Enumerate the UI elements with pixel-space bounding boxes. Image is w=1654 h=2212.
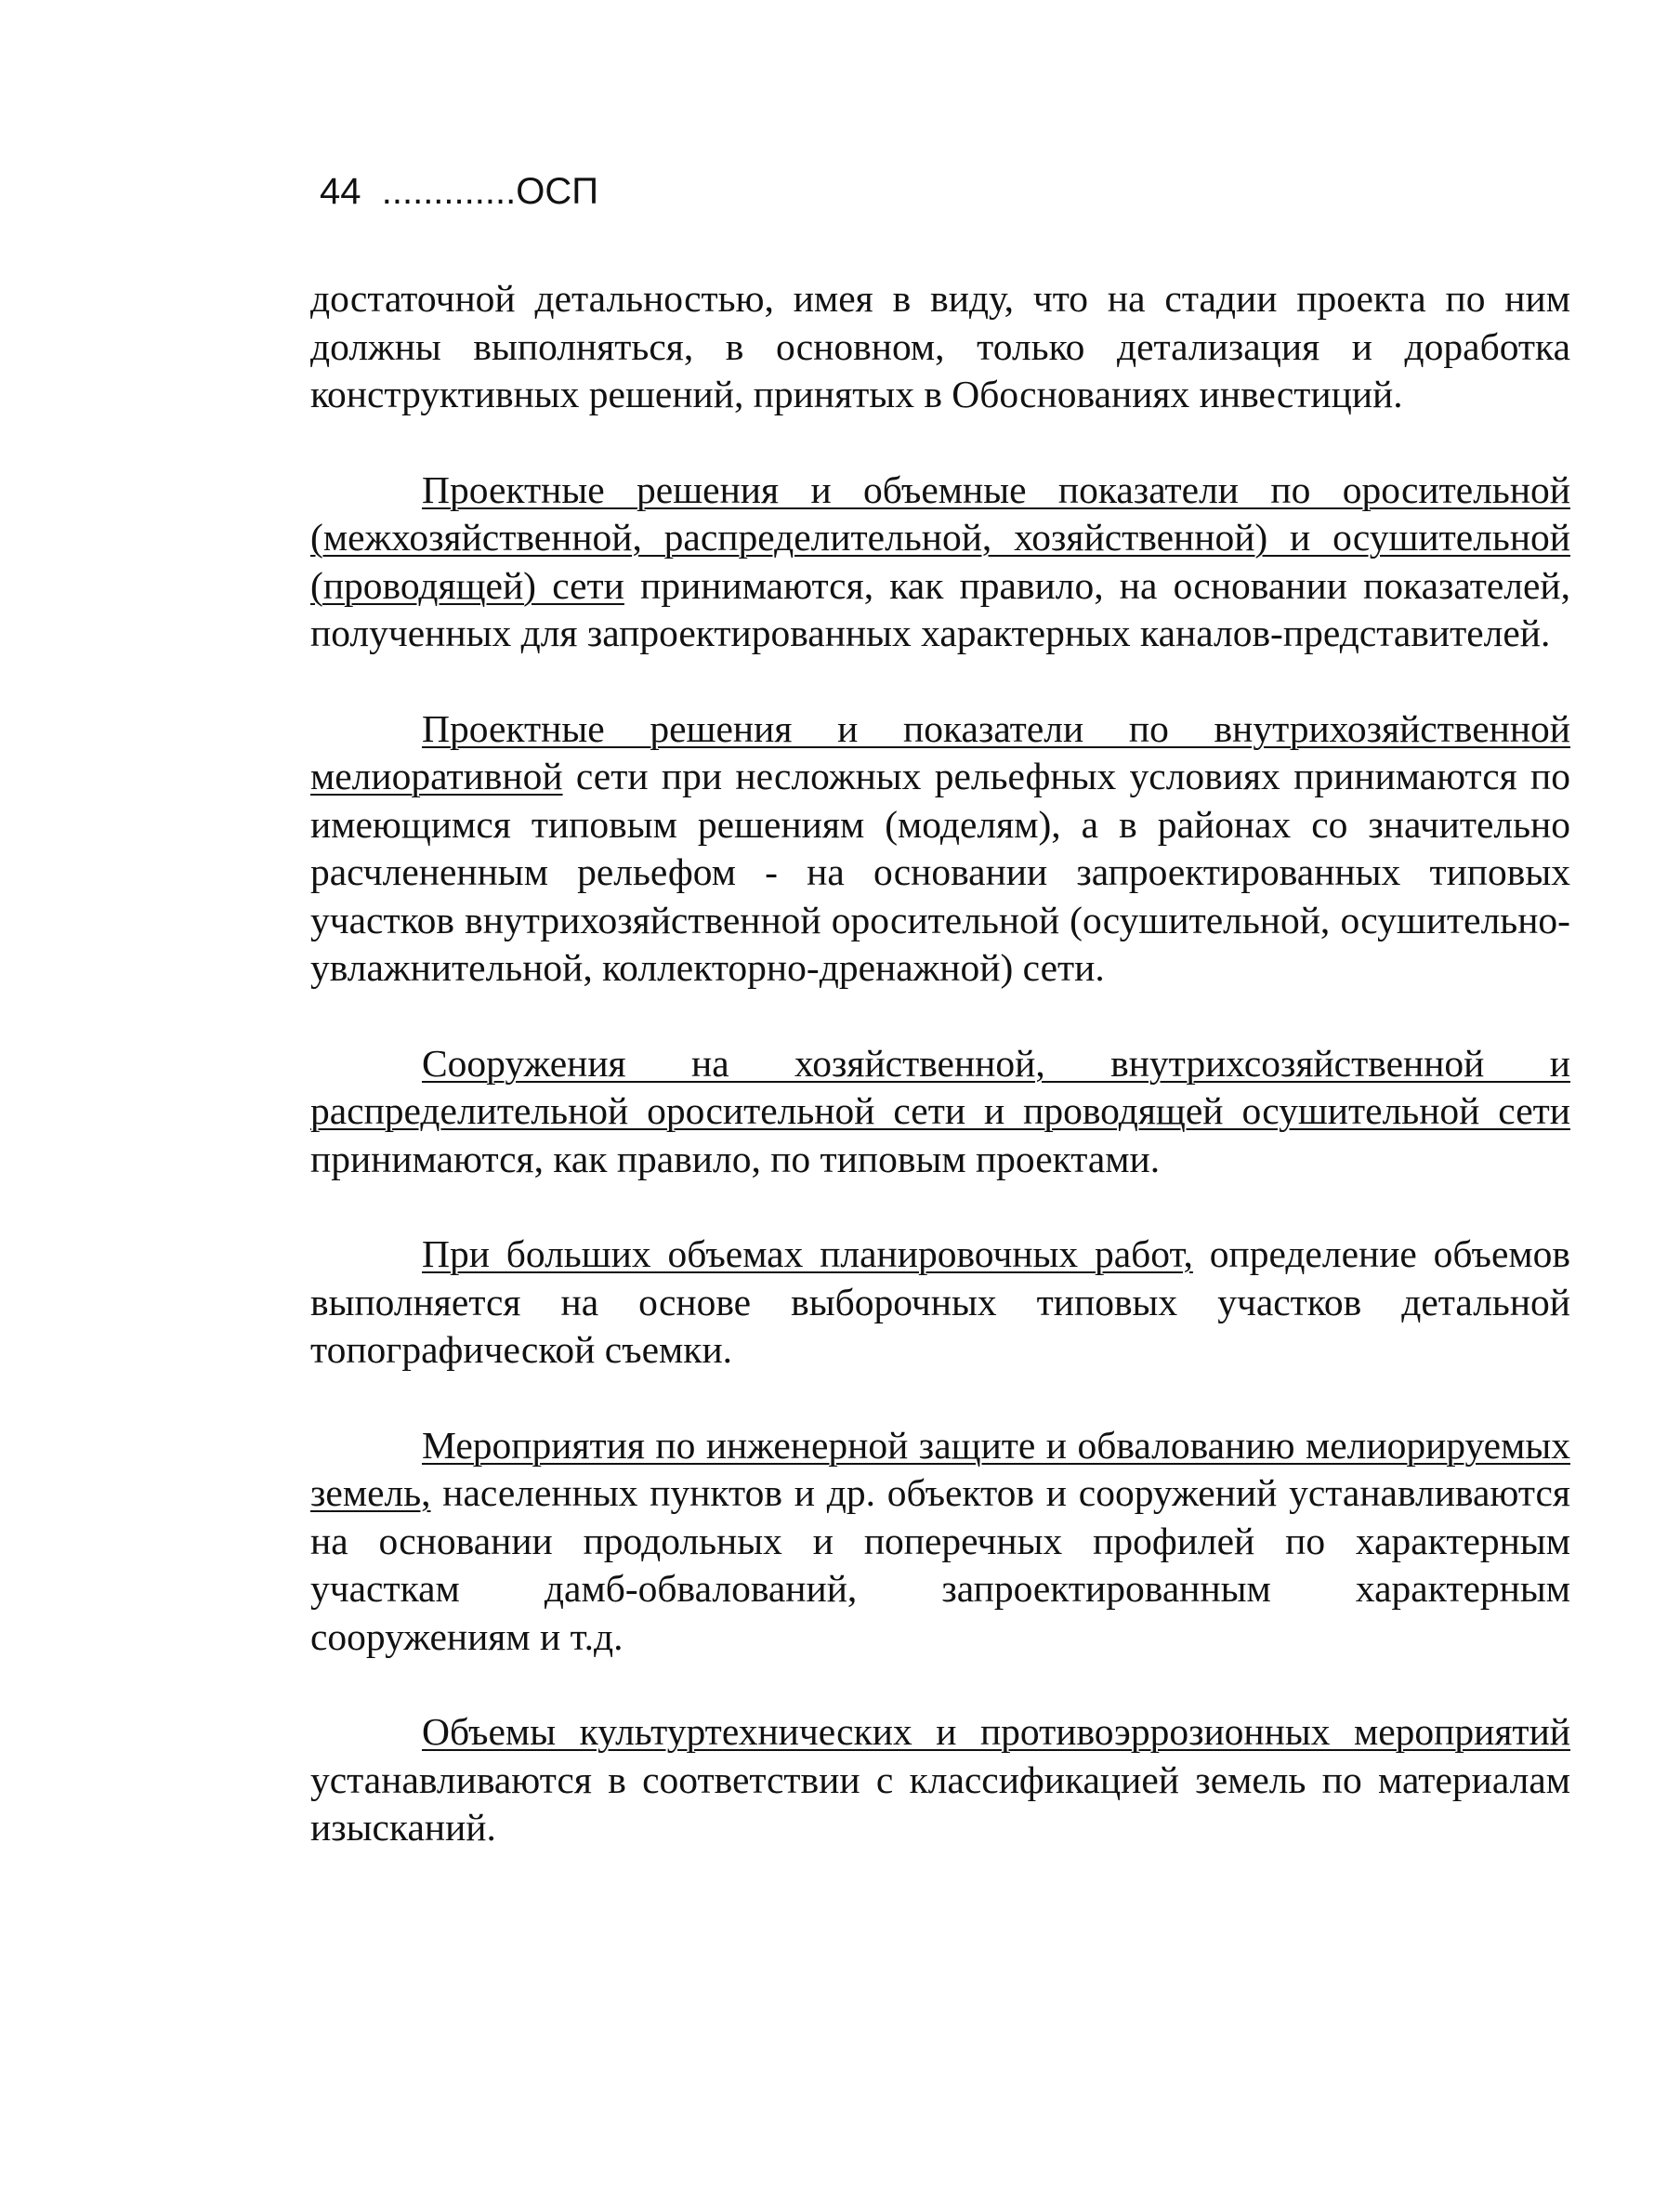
paragraph-text: устанавливаются в соответствии с классификацией земель по материалам изысканий. <box>310 1758 1570 1849</box>
paragraph-irrigation-network <box>310 467 1570 658</box>
paragraph-text: достаточной детальностью, имея в виду, что на стадии проекта по ним должны выполняться, в основном, только детализация и доработка конструктивных решений, принятых в Обоснованиях инвестиций. <box>310 277 1570 415</box>
paragraph-text: принимаются, как правило, на основании показателей, полученных для запроектированных характерных каналов-представителей. <box>310 563 1571 654</box>
paragraph-engineering-protection <box>310 1422 1570 1662</box>
paragraph-underlined-lead: Мероприятия по инженерной защите и обвалованию мелиорируемых земель, <box>310 1423 1570 1514</box>
paragraph-underlined-lead: Проектные решения и объемные показатели по оросительной (межхозяйственной, распределительной, хозяйственной) и осушительной (проводящей) сети <box>310 467 1570 607</box>
paragraph-underlined-lead: Объемы культуртехнических и противоэррозионных мероприятий <box>422 1710 1570 1753</box>
paragraph-structures <box>310 1040 1570 1184</box>
paragraph-underlined-lead: Сооружения на хозяйственной, внутрихсозяйственной и распределительной оросительной сети и проводящей осушительной сети <box>310 1041 1570 1132</box>
paragraph-underlined-lead: Проектные решения и показатели по внутрихозяйственной мелиоративной <box>310 706 1570 797</box>
paragraph-underlined-lead: При больших объемах планировочных работ, <box>422 1232 1193 1275</box>
header-leader-dots: ............. <box>381 171 517 212</box>
paragraph-text: населенных пунктов и др. объектов и сооружений устанавливаются на основании продольных и поперечных профилей по характерным участкам дамб-обвалований, запроектированным характерным сооружениям и т.д. <box>310 1471 1570 1658</box>
page-header <box>320 165 598 217</box>
paragraph-on-farm-network <box>310 705 1570 993</box>
body-text <box>310 275 1570 1900</box>
paragraph-continuation <box>310 275 1570 419</box>
paragraph-planning-works <box>310 1231 1570 1375</box>
paragraph-text: принимаются, как правило, по типовым проектами. <box>310 1137 1161 1180</box>
paragraph-text: определение объемов выполняется на основе выборочных типовых участков детальной топографической съемки. <box>310 1232 1570 1371</box>
paragraph-cultural-technical <box>310 1708 1570 1852</box>
running-title: ОСП <box>516 171 598 212</box>
paragraph-text: сети при несложных рельефных условиях принимаются по имеющимся типовым решениям (моделям), а в районах со значительно расчлененным рельефом - на основании запроектированных типовых участков внутрихозяйственной оросительной (осушительной, осушительно-увлажнительной, коллекторно-дренажной) сети. <box>310 755 1570 989</box>
page-number: 44 <box>320 171 361 212</box>
